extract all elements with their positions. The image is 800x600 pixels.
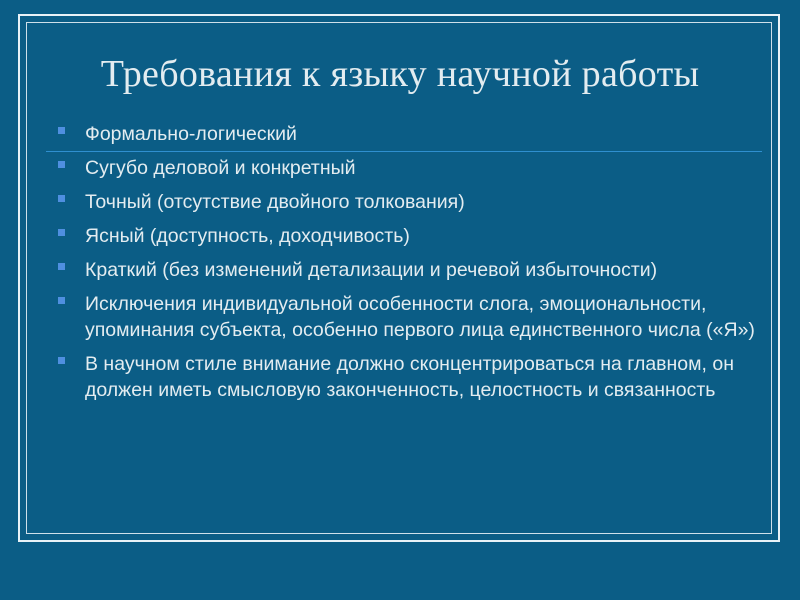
bullet-item <box>56 155 756 181</box>
square-bullet-icon <box>58 161 65 168</box>
bullet-text: В научном стиле внимание должно сконцентрироваться на главном, он должен иметь смысловую законченность, целостность и связанность <box>85 353 735 401</box>
bullet-item <box>56 291 756 343</box>
bullet-text: Ясный (доступность, доходчивость) <box>85 225 410 247</box>
bullet-item <box>56 257 756 283</box>
square-bullet-icon <box>58 195 65 202</box>
bullet-text: Исключения индивидуальной особенности слога, эмоциональности, упоминания субъекта, особенно первого лица единственного числа («Я») <box>85 293 755 341</box>
bullet-item <box>56 351 756 403</box>
square-bullet-icon <box>58 357 65 364</box>
square-bullet-icon <box>58 297 65 304</box>
bullet-text: Точный (отсутствие двойного толкования) <box>85 191 465 213</box>
bullet-item <box>56 121 756 147</box>
square-bullet-icon <box>58 127 65 134</box>
bullet-text: Сугубо деловой и конкретный <box>85 157 356 179</box>
bullet-item <box>56 189 756 215</box>
square-bullet-icon <box>58 263 65 270</box>
slide-title: Требования к языку научной работы <box>100 53 700 95</box>
bullet-text: Краткий (без изменений детализации и речевой избыточности) <box>85 259 658 281</box>
square-bullet-icon <box>58 229 65 236</box>
bullet-list <box>56 121 756 411</box>
bullet-text: Формально-логический <box>85 123 297 145</box>
bullet-item <box>56 223 756 249</box>
